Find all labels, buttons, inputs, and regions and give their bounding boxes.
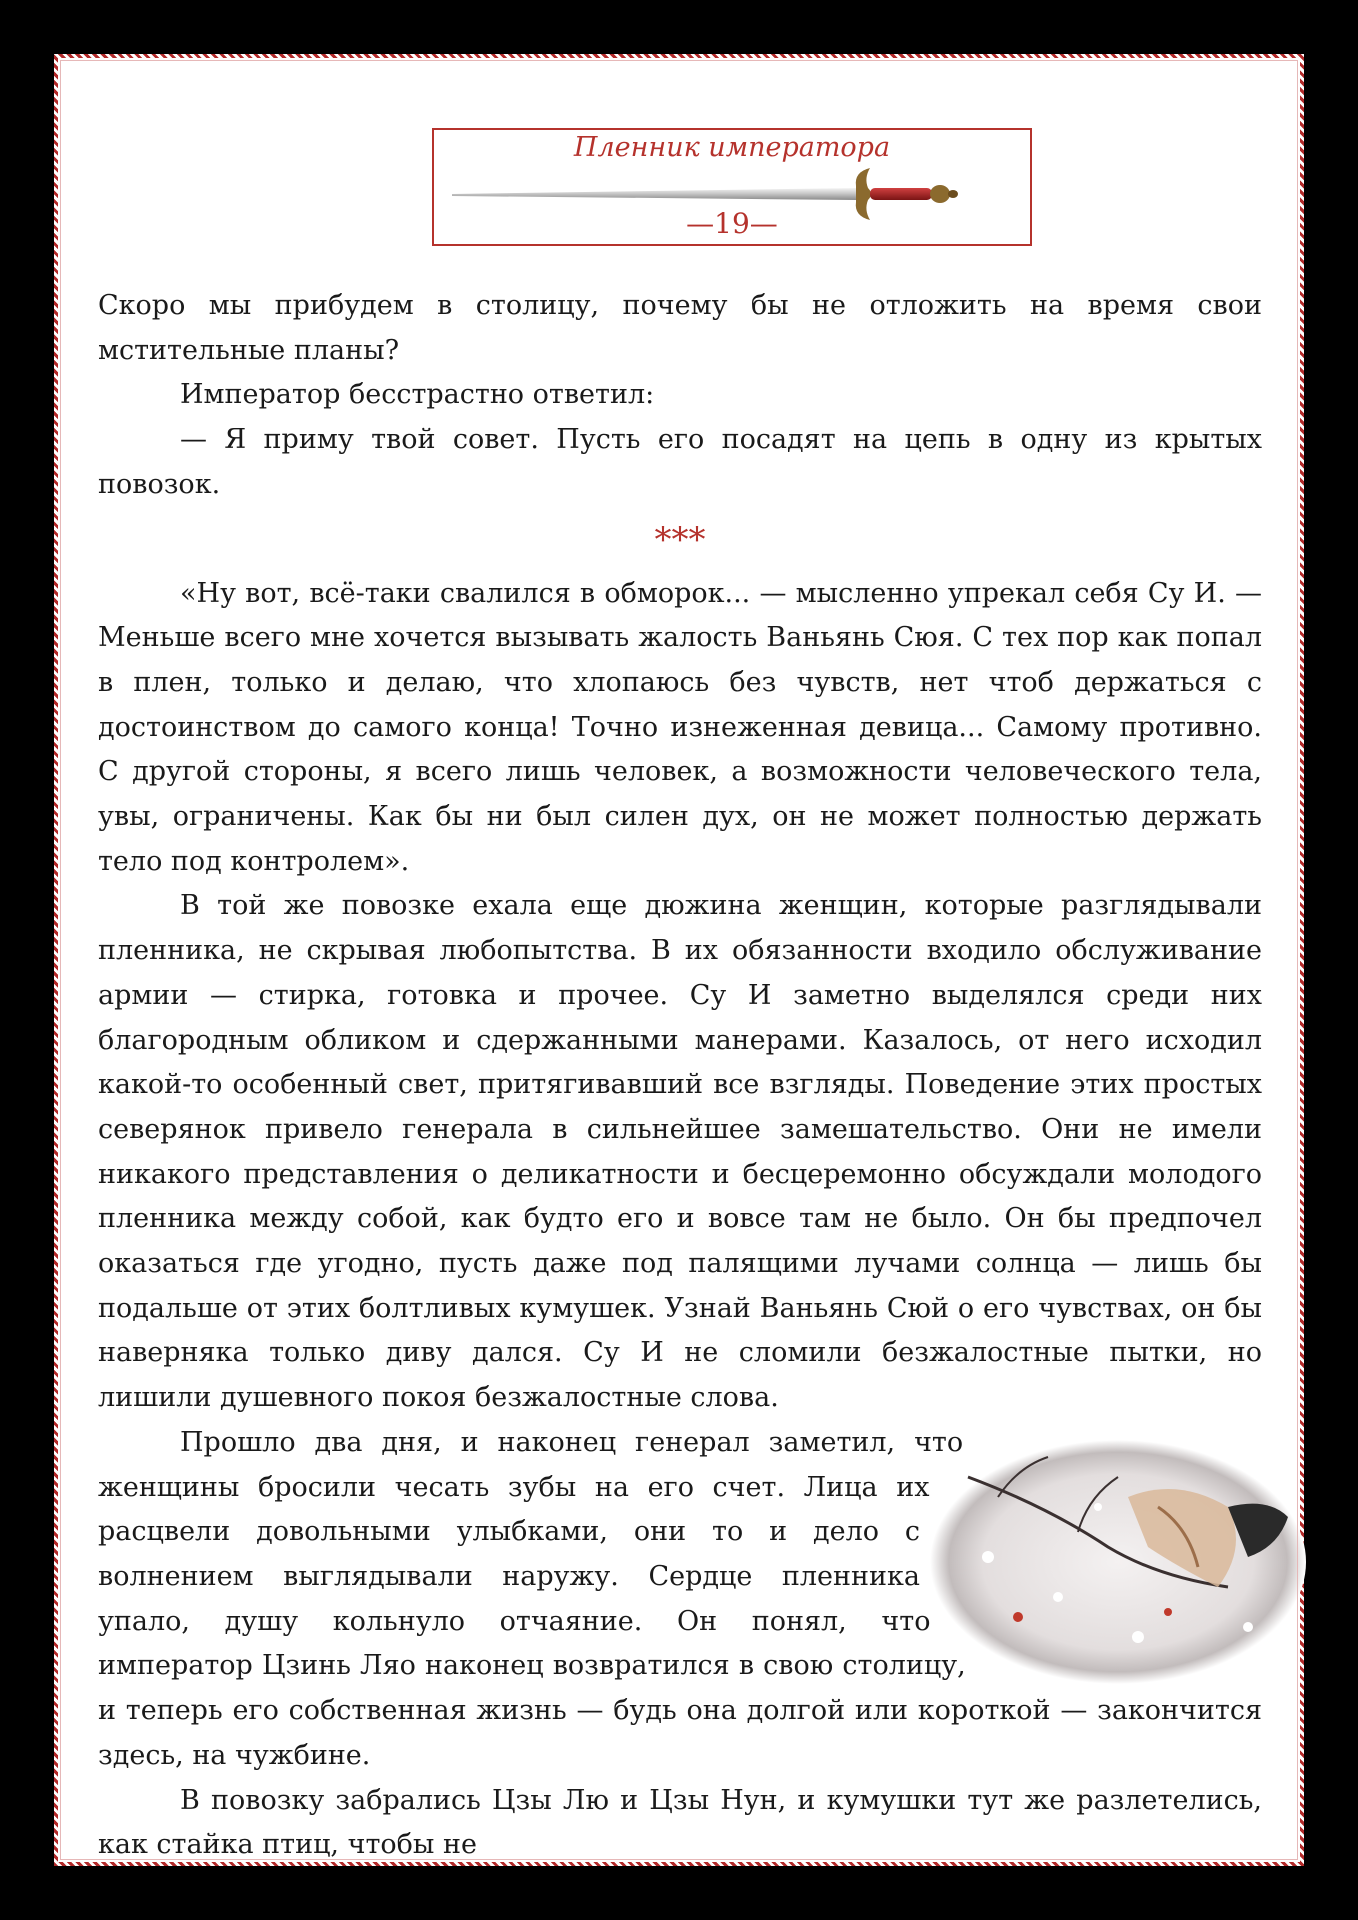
page-number: —19— [686,207,778,240]
book-title: Пленник императора [573,132,891,163]
paragraph: В той же повозке ехала еще дюжина женщин, которые разглядывали пленника, не скрывая любопытства. В их обязанности входило обслуживание армии — стирка, готовка и прочее. Су И заметно выделялся среди них благородным обликом и сдержанными манерами. Казалось, от него исходил какой-то особенный свет, притягивавший все взгляды. Поведение этих простых северянок привело генерала в сильнейшее замешательство. Они не имели никакого представления о деликатности и бесцеремонно обсуждали молодого пленника между собой, как будто его и вовсе там не было. Он бы предпочел оказаться где угодно, пусть даже под палящими лучами солнца — лишь бы подальше от этих болтливых кумушек. Узнай Ваньянь Сюй о его чувствах, он бы наверняка только диву дался. Су И не сломили безжалостные пытки, но лишили душевного покоя безжалостные слова. [98,890,1262,1414]
body-text [98,284,1262,1868]
section-divider: *** [654,519,706,560]
paragraph: «Ну вот, всё-таки свалился в обморок... — мысленно упрекал себя Су И. — Меньше всего мне хочется вызывать жалость Ваньянь Сюя. С тех пор как попал в плен, только и делаю, что хлопаюсь без чувств, нет чтоб держаться с достоинством до самого конца! Точно изнеженная девица... Самому противно. С другой стороны, я всего лишь человек, а возможности человеческого тела, увы, ограничены. Как бы ни был силен дух, он не может полностью держать тело под контролем». [98,577,1262,877]
paragraph: Император бесстрастно ответил: [180,379,655,411]
painting-illustration [928,1437,1308,1687]
corner-illustration [928,1437,1308,1687]
page-header [432,128,1032,246]
paragraph: Скоро мы прибудем в столицу, почему бы не отложить на время свои мстительные планы? [98,290,1262,366]
paragraph: — Я приму твой совет. Пусть его посадят на цепь в одну из крытых повозок. [98,424,1262,500]
book-page [54,54,1304,1866]
paragraph: Прошло два дня, и наконец генерал заметил, что женщины бросили чесать зубы на его счет. Лица их расцвели довольными улыбками, они то и дело с волнением выглядывали наружу. Сердце пленника упало, душу кольнуло отчаяние. Он понял, что император Цзинь Ляо наконец возвратился в свою столицу, и теперь его собственная жизнь — будь она долгой или короткой — закончится здесь, на чужбине. [98,1426,1262,1771]
paragraph: В повозку забрались Цзы Лю и Цзы Нун, и кумушки тут же разлетелись, как стайка птиц, чтобы не [98,1784,1262,1861]
